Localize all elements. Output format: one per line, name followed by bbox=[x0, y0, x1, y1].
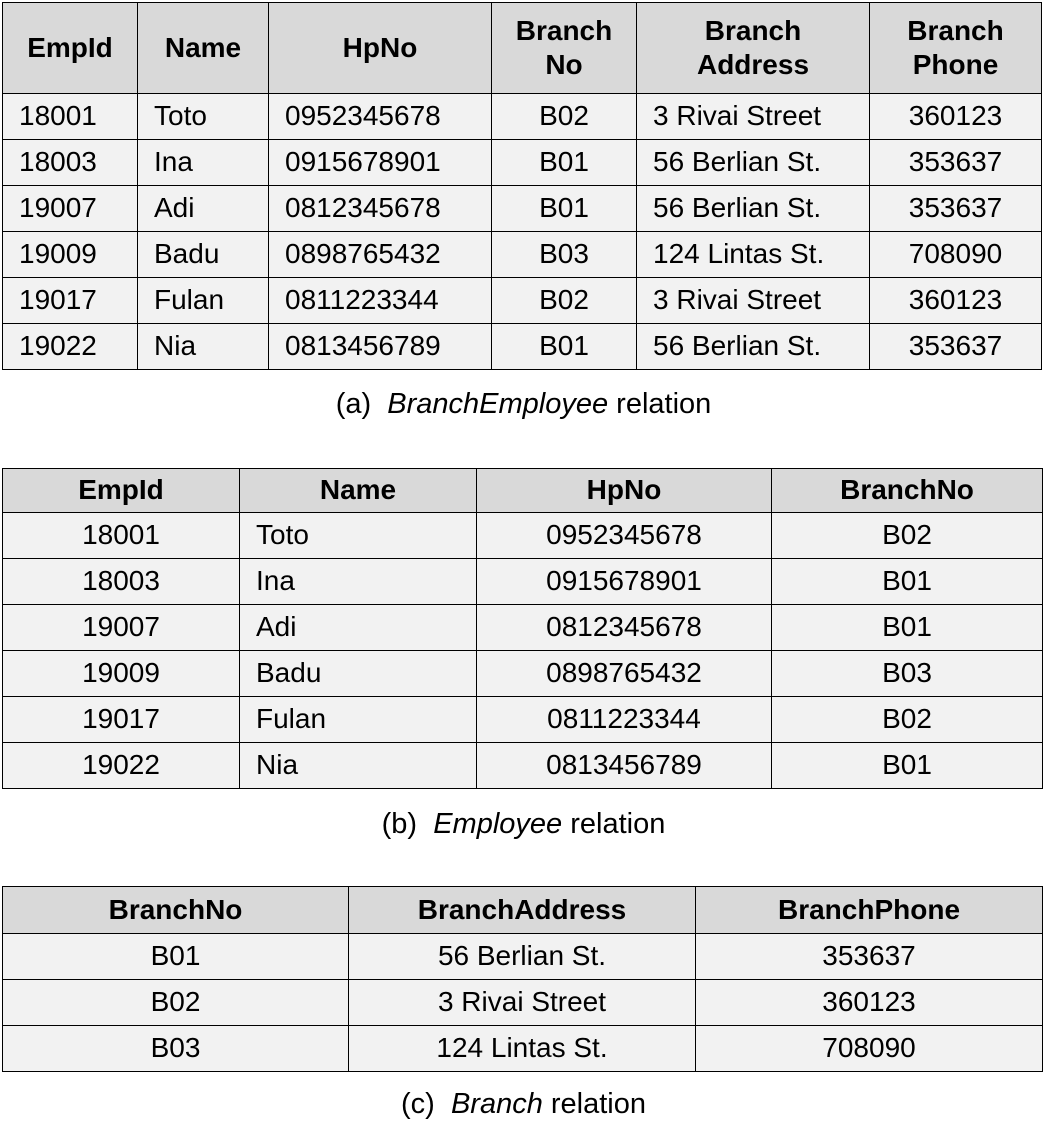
cell-branch-phone: 353637 bbox=[870, 140, 1042, 186]
cell-branchno: B01 bbox=[772, 605, 1043, 651]
header-empid: EmpId bbox=[3, 469, 240, 513]
cell-name: Ina bbox=[240, 559, 477, 605]
header-branchphone: BranchPhone bbox=[696, 887, 1043, 934]
header-branch-phone: Branch Phone bbox=[870, 3, 1042, 94]
cell-empid: 19007 bbox=[3, 605, 240, 651]
table-row bbox=[3, 140, 1042, 186]
cell-empid: 19017 bbox=[3, 697, 240, 743]
cell-name: Adi bbox=[138, 186, 269, 232]
table-row bbox=[3, 743, 1043, 789]
cell-hpno: 0812345678 bbox=[477, 605, 772, 651]
cell-name: Nia bbox=[240, 743, 477, 789]
cell-empid: 19007 bbox=[3, 186, 138, 232]
header-name: Name bbox=[138, 3, 269, 94]
cell-hpno: 0812345678 bbox=[269, 186, 492, 232]
table-row bbox=[3, 605, 1043, 651]
cell-branchno: B02 bbox=[772, 513, 1043, 559]
cell-hpno: 0952345678 bbox=[269, 94, 492, 140]
table-row bbox=[3, 278, 1042, 324]
cell-empid: 19022 bbox=[3, 743, 240, 789]
header-hpno: HpNo bbox=[477, 469, 772, 513]
cell-branch-no: B02 bbox=[492, 94, 637, 140]
table-row bbox=[3, 186, 1042, 232]
cell-branch-phone: 353637 bbox=[870, 324, 1042, 370]
cell-empid: 18001 bbox=[3, 513, 240, 559]
cell-name: Adi bbox=[240, 605, 477, 651]
cell-branchphone: 708090 bbox=[696, 1026, 1043, 1072]
caption-employee: (b) Employee relation bbox=[381, 808, 666, 840]
cell-empid: 18003 bbox=[3, 559, 240, 605]
cell-hpno: 0898765432 bbox=[477, 651, 772, 697]
cell-branch-phone: 360123 bbox=[870, 94, 1042, 140]
cell-hpno: 0915678901 bbox=[269, 140, 492, 186]
cell-empid: 19009 bbox=[3, 651, 240, 697]
caption-branch-employee: (a) BranchEmployee relation bbox=[335, 388, 712, 420]
cell-name: Nia bbox=[138, 324, 269, 370]
cell-branchno: B01 bbox=[772, 743, 1043, 789]
header-branchno: BranchNo bbox=[772, 469, 1043, 513]
branch-table bbox=[2, 886, 1043, 1072]
cell-branch-address: 56 Berlian St. bbox=[637, 140, 870, 186]
header-branchno: BranchNo bbox=[3, 887, 349, 934]
table-row bbox=[3, 94, 1042, 140]
cell-hpno: 0811223344 bbox=[269, 278, 492, 324]
cell-branchno: B02 bbox=[3, 980, 349, 1026]
cell-name: Ina bbox=[138, 140, 269, 186]
table-row bbox=[3, 324, 1042, 370]
cell-branch-address: 56 Berlian St. bbox=[637, 186, 870, 232]
header-hpno: HpNo bbox=[269, 3, 492, 94]
table-row bbox=[3, 651, 1043, 697]
cell-name: Fulan bbox=[240, 697, 477, 743]
cell-branchaddress: 3 Rivai Street bbox=[349, 980, 696, 1026]
table-row bbox=[3, 934, 1043, 980]
cell-branch-no: B02 bbox=[492, 278, 637, 324]
table-header-row bbox=[3, 469, 1043, 513]
table-row bbox=[3, 980, 1043, 1026]
cell-hpno: 0811223344 bbox=[477, 697, 772, 743]
cell-empid: 19017 bbox=[3, 278, 138, 324]
table-header-row bbox=[3, 887, 1043, 934]
header-name: Name bbox=[240, 469, 477, 513]
cell-empid: 18001 bbox=[3, 94, 138, 140]
cell-hpno: 0952345678 bbox=[477, 513, 772, 559]
cell-name: Badu bbox=[240, 651, 477, 697]
header-branch-no: Branch No bbox=[492, 3, 637, 94]
cell-branch-no: B03 bbox=[492, 232, 637, 278]
cell-hpno: 0915678901 bbox=[477, 559, 772, 605]
cell-branch-no: B01 bbox=[492, 324, 637, 370]
cell-hpno: 0813456789 bbox=[477, 743, 772, 789]
cell-hpno: 0898765432 bbox=[269, 232, 492, 278]
table-row bbox=[3, 697, 1043, 743]
cell-branch-phone: 353637 bbox=[870, 186, 1042, 232]
cell-name: Badu bbox=[138, 232, 269, 278]
cell-name: Toto bbox=[240, 513, 477, 559]
cell-hpno: 0813456789 bbox=[269, 324, 492, 370]
cell-branch-address: 3 Rivai Street bbox=[637, 94, 870, 140]
cell-name: Toto bbox=[138, 94, 269, 140]
branch-employee-table bbox=[2, 2, 1042, 370]
table-row bbox=[3, 1026, 1043, 1072]
cell-branchphone: 353637 bbox=[696, 934, 1043, 980]
cell-empid: 19022 bbox=[3, 324, 138, 370]
cell-branchphone: 360123 bbox=[696, 980, 1043, 1026]
header-branchaddress: BranchAddress bbox=[349, 887, 696, 934]
cell-branch-phone: 708090 bbox=[870, 232, 1042, 278]
table-header-row bbox=[3, 3, 1042, 94]
cell-branchno: B02 bbox=[772, 697, 1043, 743]
cell-branch-address: 124 Lintas St. bbox=[637, 232, 870, 278]
cell-branchno: B01 bbox=[772, 559, 1043, 605]
cell-branch-address: 56 Berlian St. bbox=[637, 324, 870, 370]
cell-empid: 19009 bbox=[3, 232, 138, 278]
cell-branchaddress: 124 Lintas St. bbox=[349, 1026, 696, 1072]
header-empid: EmpId bbox=[3, 3, 138, 94]
cell-branch-no: B01 bbox=[492, 186, 637, 232]
table-row bbox=[3, 513, 1043, 559]
header-branch-address: Branch Address bbox=[637, 3, 870, 94]
cell-empid: 18003 bbox=[3, 140, 138, 186]
cell-branch-address: 3 Rivai Street bbox=[637, 278, 870, 324]
cell-name: Fulan bbox=[138, 278, 269, 324]
caption-branch: (c) Branch relation bbox=[400, 1088, 647, 1120]
table-row bbox=[3, 559, 1043, 605]
cell-branchno: B03 bbox=[3, 1026, 349, 1072]
employee-table bbox=[2, 468, 1043, 789]
cell-branchno: B03 bbox=[772, 651, 1043, 697]
table-row bbox=[3, 232, 1042, 278]
cell-branch-no: B01 bbox=[492, 140, 637, 186]
cell-branchno: B01 bbox=[3, 934, 349, 980]
cell-branchaddress: 56 Berlian St. bbox=[349, 934, 696, 980]
cell-branch-phone: 360123 bbox=[870, 278, 1042, 324]
